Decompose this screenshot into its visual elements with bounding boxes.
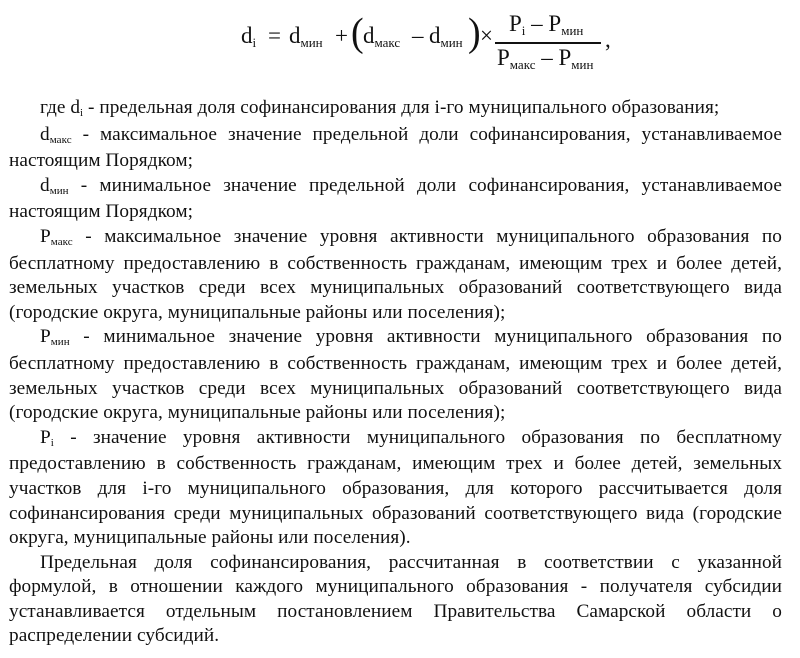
formula-numerator: Pi – Pмин <box>509 11 584 38</box>
definition-dmin: dмин - минимальное значение предельной доли софинансирования, устанавливаемое настоящим Порядком; <box>9 174 782 223</box>
formula-right-paren: ) <box>468 10 481 56</box>
formula-minus: – <box>412 23 424 48</box>
formula-times: × <box>480 23 493 48</box>
formula-dmin: dмин <box>289 23 323 50</box>
formula-left-paren: ( <box>351 10 364 56</box>
definition-pi: Pi - значение уровня активности муниципального образования по бесплатному предоставлению в собственность гражданам, имеющим трех и более детей, земельных участков для i-го муниципального образования, для которого рассчитывается доля софинансирования среди муниципальных образований соответствующего вида (городские округа, муниципальные районы или поселения). <box>9 426 782 549</box>
fraction-line <box>495 42 601 44</box>
formula-dmax: dмакс <box>363 23 401 50</box>
definition-di: где di - предельная доля софинансирования для i-го муниципального образования; <box>40 97 720 119</box>
definition-dmax: dмакс - максимальное значение предельной доли софинансирования, устанавливаемое настоящим Порядком; <box>9 123 782 172</box>
definition-pmax: Pмакс - максимальное значение уровня активности муниципального образования по бесплатному предоставлению в собственность гражданам, имеющим трех и более детей, земельных участков среди всех муниципальных образований соответствующего вида (городские округа, муниципальные районы или поселения); <box>9 225 782 323</box>
closing-paragraph: Предельная доля софинансирования, рассчитанная в соответствии с указанной формулой, в отношении каждого муниципального образования - получателя субсидии устанавливается отдельным постановлением Правительства Самарской области о распределении субсидий. <box>9 551 782 647</box>
document-body <box>9 96 782 649</box>
formula-plus: + <box>335 23 348 48</box>
formula-lhs: di <box>241 23 257 50</box>
formula-denominator: Pмакс – Pмин <box>497 45 594 72</box>
definition-pmin: Pмин - минимальное значение уровня активности муниципального образования по бесплатному предоставлению в собственность гражданам, имеющим трех и более детей, земельных участков среди всех муниципальных образований соответствующего вида (городские округа, муниципальные районы или поселения); <box>9 326 782 424</box>
formula-equals: = <box>268 23 281 48</box>
formula-dmin2: dмин <box>429 23 463 50</box>
formula <box>237 6 637 72</box>
formula-comma: , <box>605 27 611 52</box>
